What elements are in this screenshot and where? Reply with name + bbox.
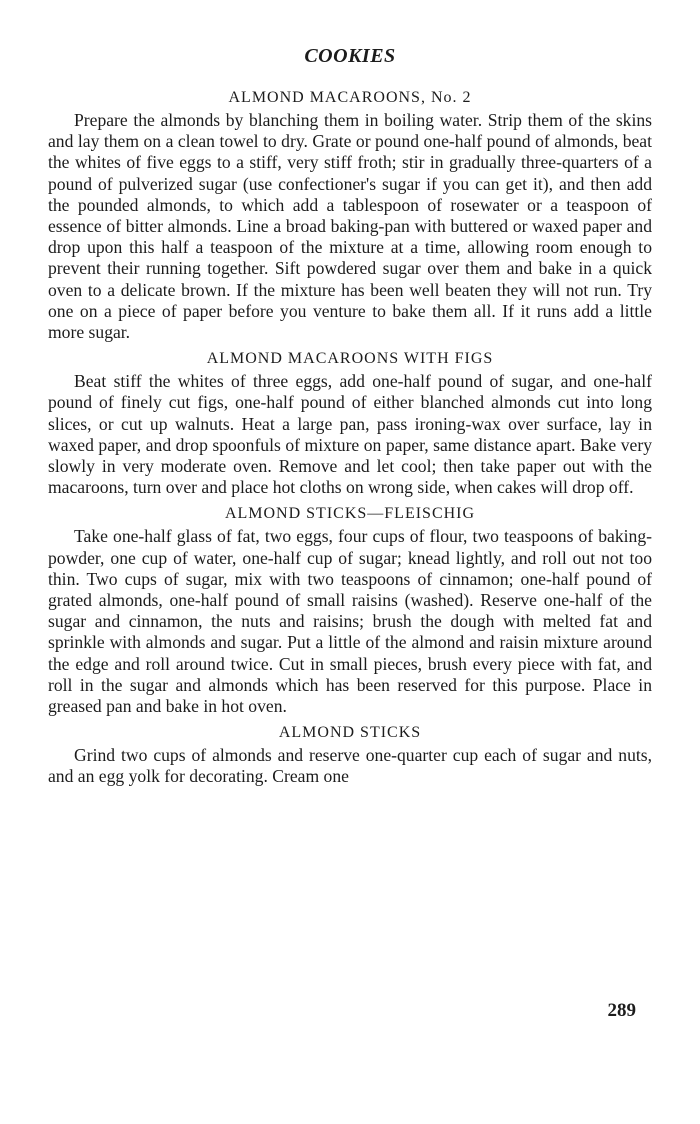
- recipe-title: ALMOND STICKS—FLEISCHIG: [224, 505, 476, 523]
- recipe-title: ALMOND MACAROONS WITH FIGS: [206, 350, 494, 368]
- recipe-almond-macaroons-with-figs: [48, 349, 652, 498]
- recipe-body: Beat stiff the whites of three eggs, add one-half pound of sugar, and one-half pound of finely cut figs, one-half pound of either blanched almonds cut into long slices, or cut up walnuts. Heat a large pan, pass ironing-wax over surface, lay in waxed paper, and drop spoonfuls of mixture on paper, same distance apart. Bake very slowly in very moderate oven. Remove and let cool; then take paper out with the macaroons, turn over and place hot cloths on wrong side, when cakes will drop off.: [48, 371, 652, 498]
- recipe-almond-macaroons-no-2: [48, 88, 652, 343]
- page-number: 289: [607, 1000, 636, 1021]
- recipe-title: ALMOND STICKS: [278, 724, 422, 742]
- recipe-body: Take one-half glass of fat, two eggs, four cups of flour, two teaspoons of baking-powder, one cup of water, one-half cup of sugar; knead lightly, and roll out not too thin. Two cups of sugar, mix with two teaspoons of cinnamon; one-half pound of grated almonds, one-half pound of small raisins (washed). Reserve one-half of the sugar and cinnamon, the nuts and raisins; brush the dough with melted fat and sprinkle with almonds and sugar. Put a little of the almond and raisin mixture around the edge and roll around twice. Cut in small pieces, brush every piece with fat, and roll in the sugar and almonds which has been reserved for this purpose. Place in greased pan and bake in hot oven.: [48, 526, 652, 717]
- recipe-almond-sticks-fleischig: [48, 504, 652, 717]
- book-page: [48, 46, 652, 788]
- recipe-body: Prepare the almonds by blanching them in boiling water. Strip them of the skins and lay them on a clean towel to dry. Grate or pound one-half pound of almonds, beat the whites of five eggs to a stiff, very stiff froth; stir in gradually three-quarters of a pound of pulverized sugar (use confectioner's sugar if you can get it), and then add the pounded almonds, to which add a tablespoon of rosewater or a teaspoon of essence of bitter almonds. Line a broad baking-pan with buttered or waxed paper and drop upon this half a teaspoon of the mixture at a time, allowing room enough to prevent their running together. Sift powdered sugar over them and bake in a quick oven to a delicate brown. If the mixture has been well beaten they will not run. Try one on a piece of paper before you venture to bake them all. If it runs add a little more sugar.: [48, 110, 652, 343]
- recipe-almond-sticks: [48, 723, 652, 787]
- running-head: COOKIES: [304, 45, 396, 67]
- recipe-title: ALMOND MACAROONS, No. 2: [228, 89, 472, 106]
- recipe-body: Grind two cups of almonds and reserve one-quarter cup each of sugar and nuts, and an egg yolk for decorating. Cream one: [48, 745, 652, 787]
